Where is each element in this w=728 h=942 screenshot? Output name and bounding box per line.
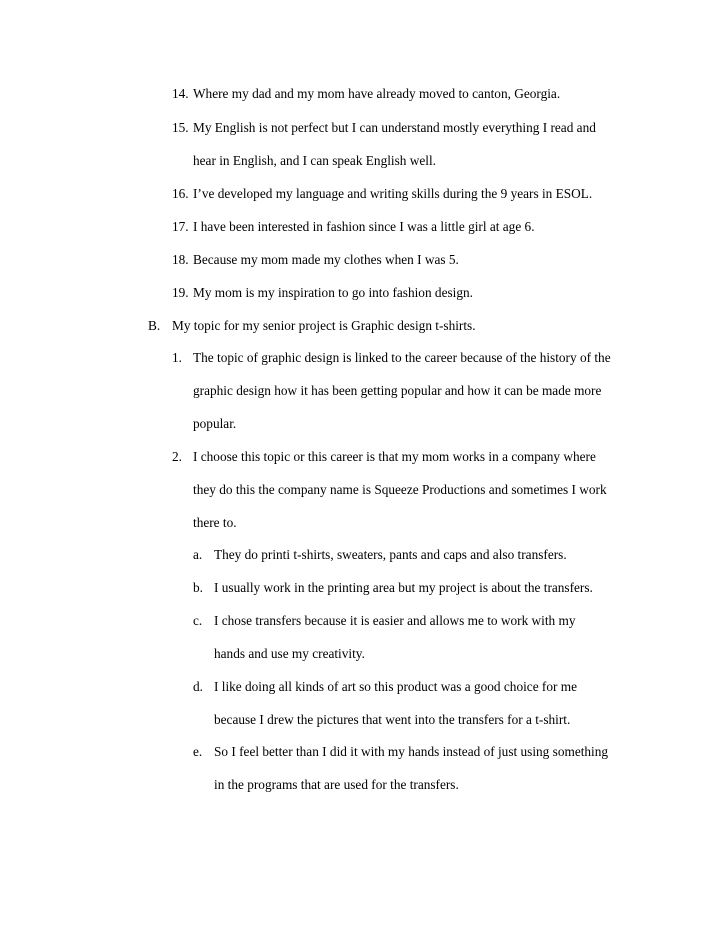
sub-item-text: They do printi t-shirts, sweaters, pants and caps and also transfers. [214,547,567,562]
sub-item-text: I like doing all kinds of art so this product was a good choice for me [214,679,577,694]
list-item-text: The topic of graphic design is linked to the career because of the history of the [193,350,611,365]
list-item-text-continued: graphic design how it has been getting popular and how it can be made more [193,383,602,398]
list-item-number: 16. [172,186,189,201]
list-item-number: 18. [172,252,189,267]
sub-item-label: e. [193,744,203,759]
list-item-number: 1. [172,350,182,365]
list-item-number: 19. [172,285,189,300]
section-label: B. [148,318,161,333]
sub-item-text-continued: because I drew the pictures that went into the transfers for a t-shirt. [214,712,571,727]
list-item-text: My mom is my inspiration to go into fashion design. [193,285,473,300]
list-item-text-continued: they do this the company name is Squeeze Productions and sometimes I work [193,482,607,497]
list-item-text: I’ve developed my language and writing skills during the 9 years in ESOL. [193,186,593,201]
sub-item-label: d. [193,679,203,694]
sub-item-text-continued: in the programs that are used for the transfers. [214,777,459,792]
sub-item-text: I usually work in the printing area but my project is about the transfers. [214,580,593,595]
list-item-text: I have been interested in fashion since I was a little girl at age 6. [193,219,535,234]
list-item-text-continued: popular. [193,416,237,431]
list-item-text-continued: there to. [193,515,237,530]
sub-item-label: b. [193,580,203,595]
sub-item-label: c. [193,613,203,628]
list-item-text: My English is not perfect but I can understand mostly everything I read and [193,120,596,135]
list-item-number: 17. [172,219,189,234]
list-item-text: I choose this topic or this career is that my mom works in a company where [193,449,596,464]
list-item-number: 2. [172,449,182,464]
list-item-number: 15. [172,120,189,135]
sub-item-label: a. [193,547,203,562]
sub-item-text: I chose transfers because it is easier and allows me to work with my [214,613,576,628]
sub-item-text-continued: hands and use my creativity. [214,646,365,661]
list-item-text-continued: hear in English, and I can speak English well. [193,153,436,168]
sub-item-text: So I feel better than I did it with my hands instead of just using something [214,744,609,759]
list-item-number: 14. [172,86,189,101]
list-item-text: Where my dad and my mom have already moved to canton, Georgia. [193,86,561,101]
section-heading: My topic for my senior project is Graphic design t-shirts. [172,318,476,333]
list-item-text: Because my mom made my clothes when I was 5. [193,252,459,267]
